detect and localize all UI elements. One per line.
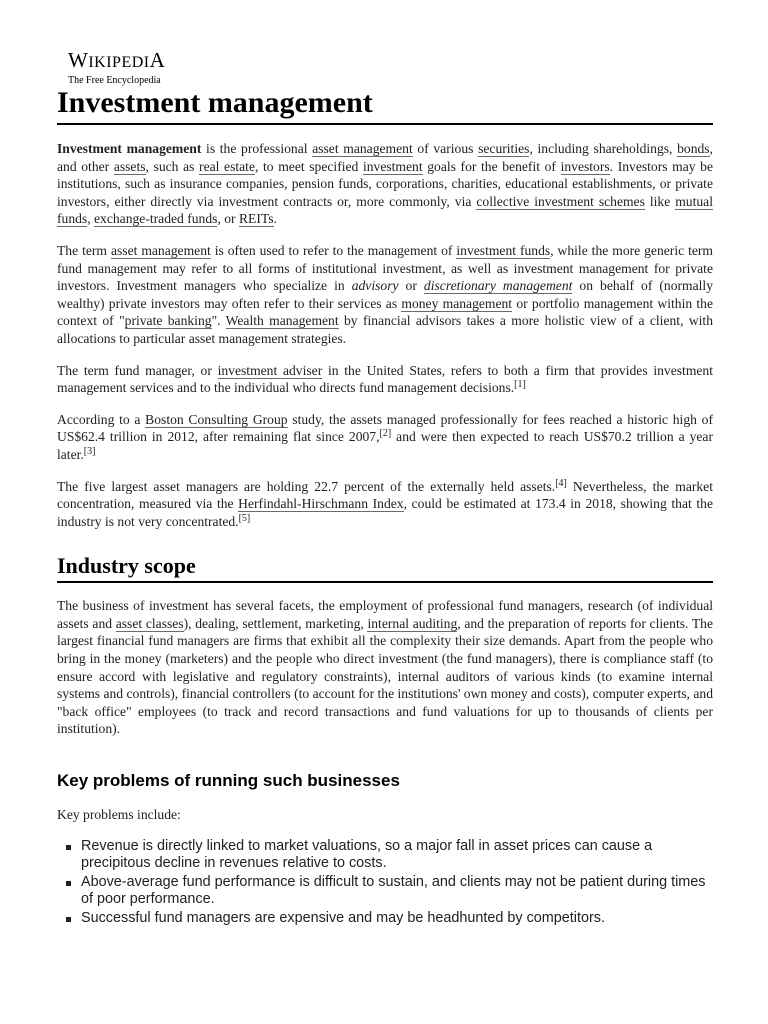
citation-3[interactable]: [3] — [83, 445, 96, 457]
list-item: Above-average fund performance is difficult to sustain, and clients may not be patient during times of poor performance. — [81, 874, 713, 908]
citation-5[interactable]: [5] — [238, 512, 251, 524]
link-herfindahl-index[interactable]: Herfindahl-Hirschmann Index — [238, 496, 404, 512]
term-bold: Investment management — [57, 141, 202, 156]
logo-tagline: The Free Encyclopedia — [68, 75, 161, 86]
citation-1[interactable]: [1] — [514, 379, 526, 391]
link-investment[interactable]: investment — [362, 158, 423, 174]
link-investment-funds[interactable]: investment funds — [456, 242, 551, 258]
key-problems-list — [57, 838, 713, 927]
link-reits[interactable]: REITs — [238, 211, 274, 227]
article-body — [57, 140, 713, 929]
link-money-management[interactable]: money management — [401, 295, 513, 311]
link-assets[interactable]: assets — [113, 158, 146, 174]
link-investment-adviser[interactable]: investment adviser — [217, 362, 323, 378]
wikipedia-logo[interactable] — [68, 49, 165, 87]
link-collective-investment-schemes[interactable]: collective investment schemes — [476, 193, 645, 209]
link-internal-auditing[interactable]: internal auditing — [367, 615, 458, 631]
link-discretionary-management[interactable]: discretionary management — [423, 278, 573, 294]
paragraph-key-problems-intro: Key problems include: — [57, 807, 181, 823]
page-title: Investment management — [57, 84, 713, 125]
paragraph-concentration: The five largest asset managers are holding 22.7 percent of the externally held assets.[4] Nevertheless, the market concentration, measured via the Herfindahl-Hirschmann Index, could be estimated at 173.4 in 2018, showing that the industry is not very concentrated.[5] — [57, 477, 713, 529]
link-asset-classes[interactable]: asset classes — [115, 615, 184, 631]
link-real-estate[interactable]: real estate — [199, 158, 255, 174]
subsection-heading-key-problems: Key problems of running such businesses — [57, 771, 400, 791]
paragraph-asset-management: The term asset management is often used to refer to the management of investment funds, while the more generic term fund management may refer to all forms of institutional investment, as well as investment management for private investors. Investment managers who specialize in advisory or discretionary management on behalf of (normally wealthy) private investors may often refer to their services as money management or portfolio management within the context of "private banking". Wealth management by financial advisors takes a more holistic view of a client, with allocations to particular asset management strategies. — [57, 242, 714, 346]
link-investors[interactable]: investors — [560, 158, 610, 174]
link-securities[interactable]: securities — [478, 141, 530, 156]
link-private-banking[interactable]: private banking — [124, 313, 212, 329]
paragraph-fund-manager: The term fund manager, or investment adviser in the United States, refers to both a firm that provides investment management services and to the individual who directs fund management decisions.[1] — [57, 362, 713, 396]
list-item: Revenue is directly linked to market valuations, so a major fall in asset prices can cause a precipitous decline in revenues relative to costs. — [81, 838, 713, 872]
link-asset-management-2[interactable]: asset management — [110, 242, 211, 258]
paragraph-intro: Investment management is the professional asset management of various securities, including shareholdings, bonds, and other assets, such as real estate, to meet specified investment goals for the benefit of investors. Investors may be institutions, such as insurance companies, pension funds, corporations, charities, educational establishments, or private investors, either directly via investment contracts or, more commonly, via collective investment schemes like mutual funds, exchange-traded funds, or REITs. — [57, 141, 714, 227]
logo-wordmark: WIKIPEDIA — [68, 48, 166, 72]
paragraph-industry-scope: The business of investment has several facets, the employment of professional fund managers, research (of individual assets and asset classes), dealing, settlement, marketing, internal auditing, and the preparation of reports for clients. The largest financial fund managers are firms that exhibit all the complexity their size demands. Apart from the people who bring in the money (marketers) and the people who direct investment (the fund managers), there is compliance staff (to ensure accord with legislative and regulatory constraints), internal auditors of various kinds (to examine internal systems and controls), financial controllers (to account for the institutions' own money and costs), computer experts, and "back office" employees (to track and record transactions and fund valuations for up to thousands of clients per institution). — [57, 598, 713, 737]
link-wealth-management[interactable]: Wealth management — [225, 313, 339, 329]
citation-2[interactable]: [2] — [379, 428, 392, 440]
link-bonds[interactable]: bonds — [677, 141, 710, 156]
link-mutual-funds[interactable]: mutual funds — [57, 193, 713, 227]
section-heading-industry-scope: Industry scope — [57, 552, 713, 583]
link-exchange-traded-funds[interactable]: exchange-traded funds — [94, 211, 218, 227]
citation-4[interactable]: [4] — [555, 477, 567, 489]
link-boston-consulting-group[interactable]: Boston Consulting Group — [145, 411, 288, 427]
paragraph-bcg-study: According to a Boston Consulting Group study, the assets managed professionally for fees reached a historic high of US$62.4 trillion in 2012, after remaining flat since 2007,[2] and were then expected to reach US$70.2 trillion a year later.[3] — [57, 411, 713, 462]
list-item: Successful fund managers are expensive and may be headhunted by competitors. — [81, 910, 713, 927]
link-asset-management[interactable]: asset management — [312, 141, 413, 156]
